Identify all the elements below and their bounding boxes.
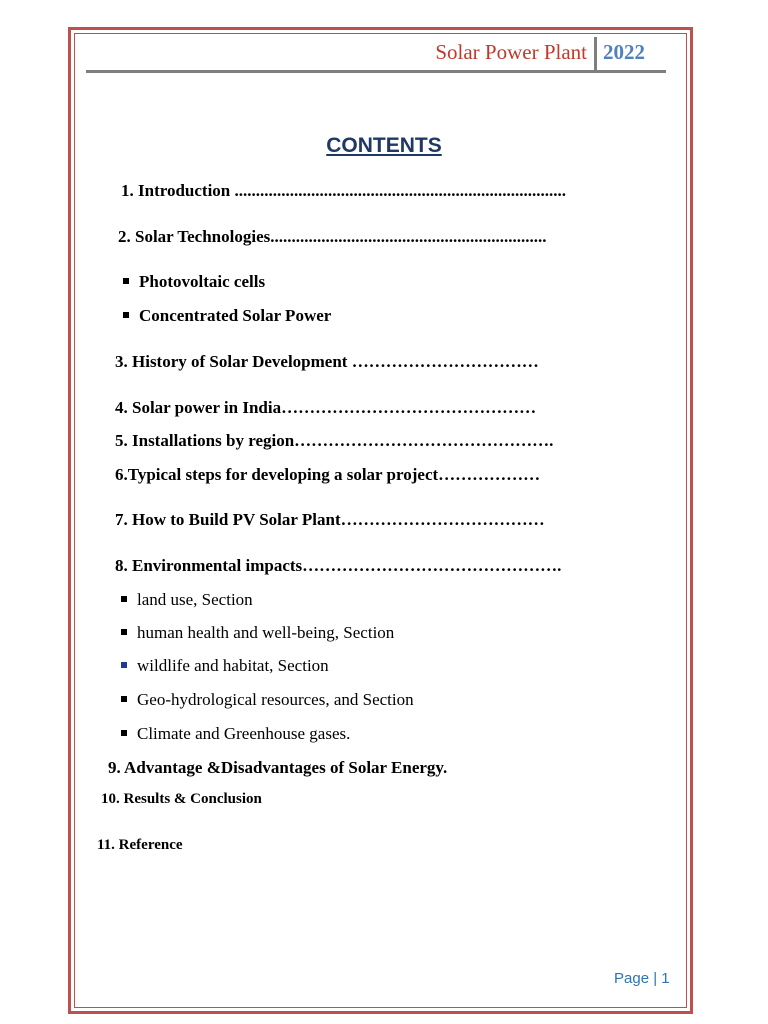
toc-subitem-csp — [123, 306, 331, 326]
bullet-icon — [121, 662, 127, 668]
bullet-icon — [121, 696, 127, 702]
toc-subitem-geo-hydrological — [121, 690, 414, 710]
toc-item-solar-technologies — [118, 227, 547, 247]
toc-item-label: 6.Typical steps for developing a solar project……………… — [115, 465, 541, 484]
toc-item-label: 1. Introduction .............................................................................. — [121, 181, 567, 200]
toc-item-label: 8. Environmental impacts………………………………………. — [115, 556, 562, 575]
toc-subitem-climate — [121, 724, 350, 744]
toc-subitem-wildlife — [121, 656, 329, 676]
toc-item-label: human health and well-being, Section — [137, 623, 395, 642]
toc-item-typical-steps — [115, 465, 540, 485]
header-year: 2022 — [603, 40, 645, 64]
contents-heading: CONTENTS — [326, 134, 442, 157]
toc-item-reference — [97, 837, 183, 854]
toc-item-label: 3. History of Solar Development …………………………… — [115, 352, 539, 371]
toc-subitem-photovoltaic — [123, 272, 265, 292]
toc-item-label: 4. Solar power in India……………………………………… — [115, 398, 537, 417]
header-divider — [594, 37, 597, 71]
toc-item-india — [115, 398, 536, 418]
toc-item-label: Climate and Greenhouse gases. — [137, 724, 351, 743]
toc-item-label: Photovoltaic cells — [139, 272, 266, 291]
toc-item-label: land use, Section — [137, 590, 253, 609]
toc-item-installations — [115, 431, 553, 451]
bullet-icon — [121, 596, 127, 602]
toc-item-label: 10. Results & Conclusion — [101, 791, 262, 807]
header-rule — [86, 70, 666, 73]
header-title: Solar Power Plant — [435, 40, 587, 64]
toc-item-label: wildlife and habitat, Section — [137, 656, 329, 675]
toc-item-label: 11. Reference — [97, 837, 183, 853]
toc-item-environmental — [115, 556, 561, 576]
toc-item-label: Concentrated Solar Power — [139, 306, 332, 325]
toc-item-introduction — [121, 181, 566, 201]
toc-item-label: 2. Solar Technologies................................................................. — [118, 227, 547, 246]
page-number: Page | 1 — [614, 970, 670, 987]
bullet-icon — [121, 629, 127, 635]
toc-item-label: 9. Advantage &Disadvantages of Solar Energy. — [108, 758, 448, 777]
bullet-icon — [121, 730, 127, 736]
toc-subitem-land-use — [121, 590, 253, 610]
toc-item-label: Geo-hydrological resources, and Section — [137, 690, 414, 709]
toc-item-build-pv — [115, 510, 545, 530]
toc-item-label: 7. How to Build PV Solar Plant……………………………… — [115, 510, 545, 529]
toc-subitem-human-health — [121, 623, 394, 643]
toc-item-advantage — [108, 758, 447, 778]
bullet-icon — [123, 278, 129, 284]
toc-item-label: 5. Installations by region………………………………………. — [115, 431, 554, 450]
toc-item-history — [115, 352, 539, 372]
toc-item-results — [101, 791, 262, 808]
bullet-icon — [123, 312, 129, 318]
